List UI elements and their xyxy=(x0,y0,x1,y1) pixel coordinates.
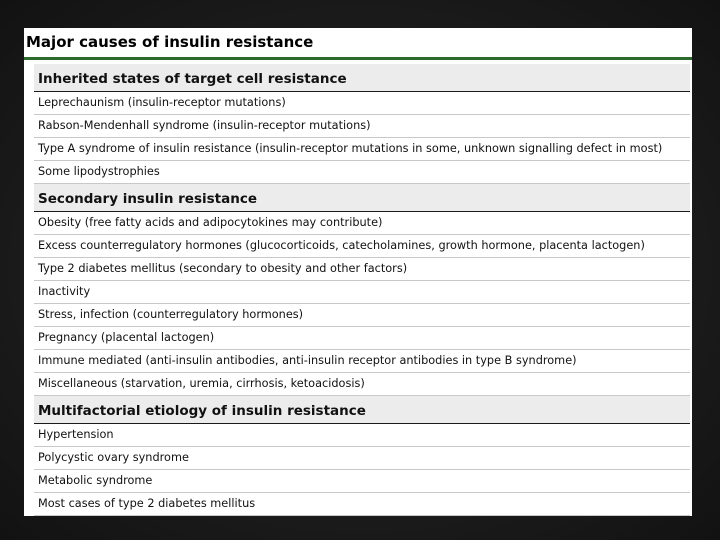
table-row: Some lipodystrophies xyxy=(34,161,690,184)
table-row: Rabson-Mendenhall syndrome (insulin-receptor mutations) xyxy=(34,115,690,138)
table-row: Obesity (free fatty acids and adipocytokines may contribute) xyxy=(34,212,690,235)
table-row: Type 2 diabetes mellitus (secondary to obesity and other factors) xyxy=(34,258,690,281)
table-row: Leprechaunism (insulin-receptor mutations) xyxy=(34,92,690,115)
table-row: Most cases of type 2 diabetes mellitus xyxy=(34,493,690,516)
slide-title: Major causes of insulin resistance xyxy=(24,28,692,60)
table-row: Hypertension xyxy=(34,424,690,447)
table-row: Immune mediated (anti-insulin antibodies, anti-insulin receptor antibodies in type B syndrome) xyxy=(34,350,690,373)
section-header-multifactorial: Multifactorial etiology of insulin resistance xyxy=(34,396,690,424)
table-row: Pregnancy (placental lactogen) xyxy=(34,327,690,350)
causes-table xyxy=(34,64,690,516)
section-header-inherited: Inherited states of target cell resistance xyxy=(34,64,690,92)
section-header-secondary: Secondary insulin resistance xyxy=(34,184,690,212)
table-row: Excess counterregulatory hormones (glucocorticoids, catecholamines, growth hormone, placenta lactogen) xyxy=(34,235,690,258)
table-row: Metabolic syndrome xyxy=(34,470,690,493)
slide xyxy=(24,28,692,516)
table-row: Stress, infection (counterregulatory hormones) xyxy=(34,304,690,327)
table-row: Type A syndrome of insulin resistance (insulin-receptor mutations in some, unknown signalling defect in most) xyxy=(34,138,690,161)
table-row: Miscellaneous (starvation, uremia, cirrhosis, ketoacidosis) xyxy=(34,373,690,396)
table-row: Polycystic ovary syndrome xyxy=(34,447,690,470)
table-row: Inactivity xyxy=(34,281,690,304)
